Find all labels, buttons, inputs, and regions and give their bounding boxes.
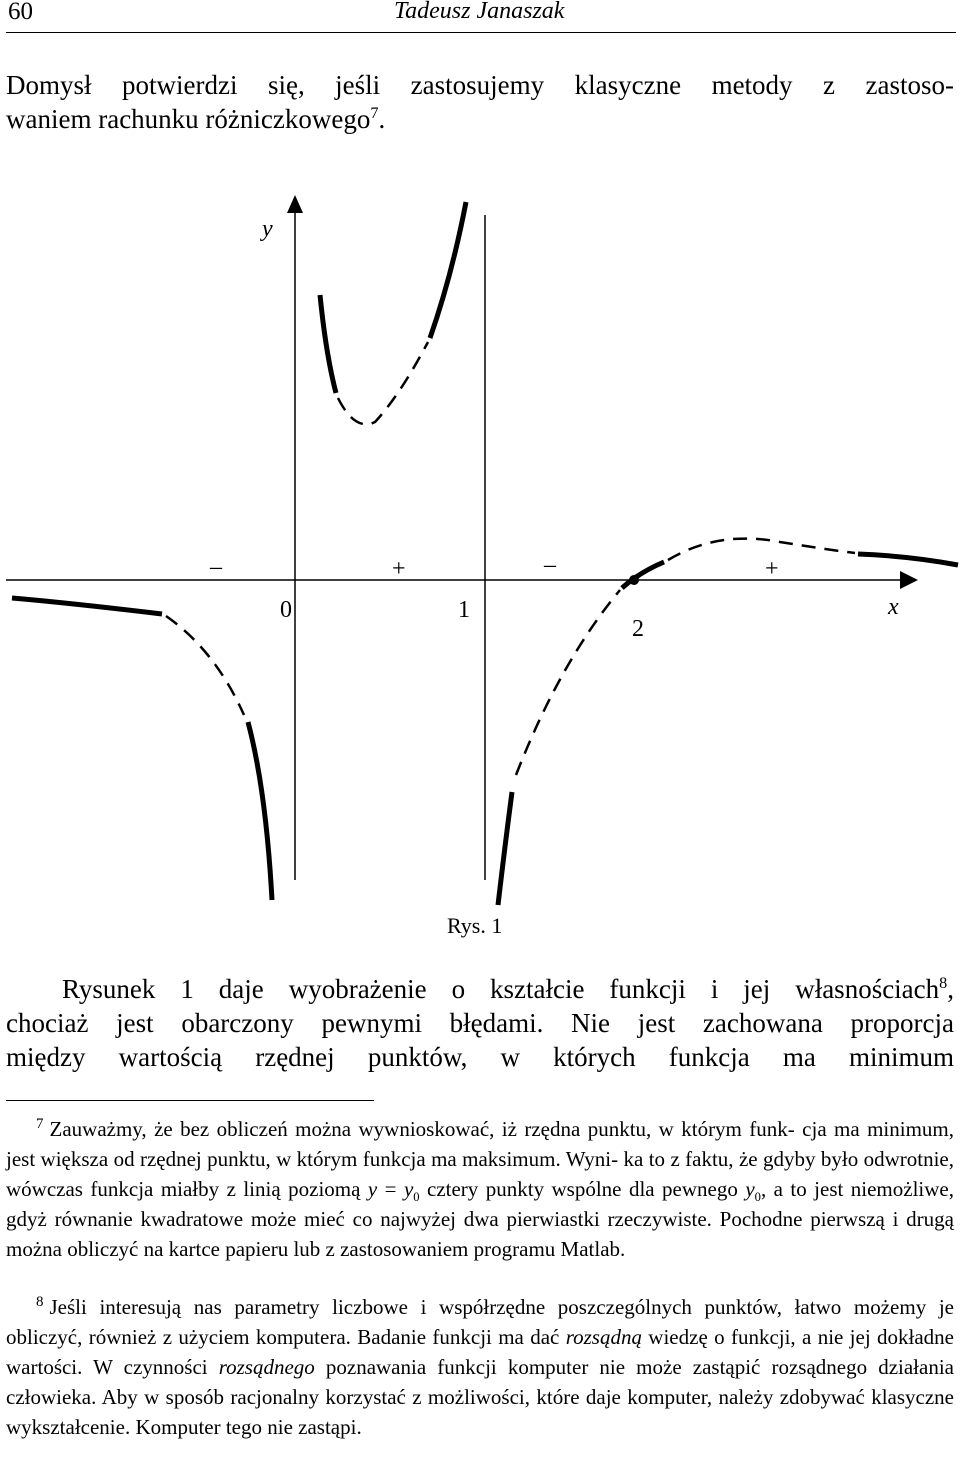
footnote-7-eq-sign: = <box>377 1177 404 1201</box>
footnote-8-text-c: poznawania funkcji komputer nie może zastąpić rozsądnego działania człowieka. Aby w sposób racjonalny korzystać z możliwości, które daje komputer, należy zdobywać klasyczne wykształcenie. Komputer tego nie zastąpi. <box>6 1355 954 1439</box>
paragraph-1-line-1: Domysł potwierdzi się, jeśli zastosujemy klasyczne metody z zastoso- <box>6 70 954 100</box>
right-branch-dashed-upper <box>668 539 855 560</box>
function-graph <box>0 180 960 920</box>
footnote-7-eq-y: y <box>367 1177 378 1201</box>
footnote-8 <box>6 1292 954 1442</box>
left-branch-solid-bottom <box>248 722 272 900</box>
left-branch-solid-top <box>12 598 162 614</box>
footnote-8-emphasis-2: rozsądnego <box>218 1355 315 1379</box>
paragraph-1-line-2: waniem rachunku różniczkowego <box>6 104 371 134</box>
zero-point-marker <box>629 575 639 585</box>
paragraph-2-line-1-end: , <box>947 974 954 1004</box>
tick-2: 2 <box>632 616 644 642</box>
sign-plus-1: + <box>392 556 406 582</box>
footnote-ref-8[interactable]: 8 <box>939 974 948 992</box>
paragraph-2-line-1 <box>6 972 954 1006</box>
footnote-7-text-c: , a to jest niemożliwe, gdyż równanie kwadratowe może mieć co najwyżej dwa pierwiastki rzeczywiste. Pochodne pierwszą i drugą można obliczyć na kartce papieru lub z zastosowaniem programu Matlab. <box>6 1177 954 1261</box>
paragraph-2-line-2: chociaż jest obarczony pewnymi błędami. Nie jest zachowana proporcja <box>6 1008 954 1038</box>
y-axis-arrow-icon <box>287 195 303 213</box>
y-axis-label: y <box>262 216 273 242</box>
paragraph-1 <box>6 68 954 136</box>
page-number: 60 <box>8 0 33 25</box>
sign-minus-1: – <box>210 554 222 580</box>
footnote-7-y-var: y <box>745 1177 755 1201</box>
footnote-7-mark: 7 <box>36 1116 44 1132</box>
middle-branch-solid-right <box>430 202 466 338</box>
paragraph-2-line-3: między wartością rzędnej punktów, w których funkcja ma minimum <box>6 1042 954 1072</box>
footnote-7 <box>6 1114 954 1264</box>
sign-plus-2: + <box>765 556 779 582</box>
footnote-7-eq-sub: 0 <box>413 1190 420 1205</box>
footnote-8-emphasis-1: rozsądną <box>565 1325 642 1349</box>
tick-1: 1 <box>458 597 470 623</box>
right-branch-dashed-lower <box>516 590 620 775</box>
page-header <box>6 0 956 33</box>
footnote-7-y-sub: 0 <box>754 1190 761 1205</box>
x-axis-label: x <box>888 594 899 620</box>
paragraph-2-line-1-text: Rysunek 1 daje wyobrażenie o kształcie funkcji i jej własnościach <box>62 974 940 1004</box>
tick-0: 0 <box>280 597 292 623</box>
right-branch-solid-bottom <box>498 792 512 905</box>
left-branch-dashed <box>166 616 244 715</box>
paragraph-2 <box>6 972 954 1074</box>
footnote-8-mark: 8 <box>36 1294 44 1310</box>
running-title: Tadeusz Janaszak <box>394 0 565 24</box>
footnote-8-text-a: Jeśli interesują nas parametry liczbowe i współrzędne poszczególnych punktów, łatwo możemy je obliczyć, również z użyciem komputera. Badanie funkcji ma dać <box>6 1295 954 1349</box>
x-axis-arrow-icon <box>900 571 918 589</box>
sign-minus-2: – <box>544 552 556 578</box>
footnote-7-text-b: cztery punkty wspólne dla pewnego <box>419 1177 746 1201</box>
right-branch-solid-inflection <box>622 562 664 588</box>
right-branch-solid-tail <box>858 554 958 565</box>
footnote-separator <box>6 1100 374 1101</box>
paragraph-1-end: . <box>378 104 386 134</box>
figure-caption: Rys. 1 <box>447 913 503 938</box>
footnote-8-text-b: wiedzę o funkcji, a nie jej dokładne wartości. W czynności <box>6 1325 954 1379</box>
middle-branch-solid-left <box>320 295 336 393</box>
footnote-7-eq-y0: y <box>403 1177 414 1201</box>
footnote-7-text-a: Zauważmy, że bez obliczeń można wywnioskować, iż rzędna punktu, w którym funk- cja ma minimum, jest większa od rzędnej punktu, w którym funkcja ma maksimum. Wyni- ka to z faktu, że gdyby było odwrotnie, wówczas funkcja miałby z linią poziomą <box>6 1117 954 1201</box>
footnote-ref-7[interactable]: 7 <box>370 104 379 122</box>
middle-branch-dashed <box>338 342 428 424</box>
